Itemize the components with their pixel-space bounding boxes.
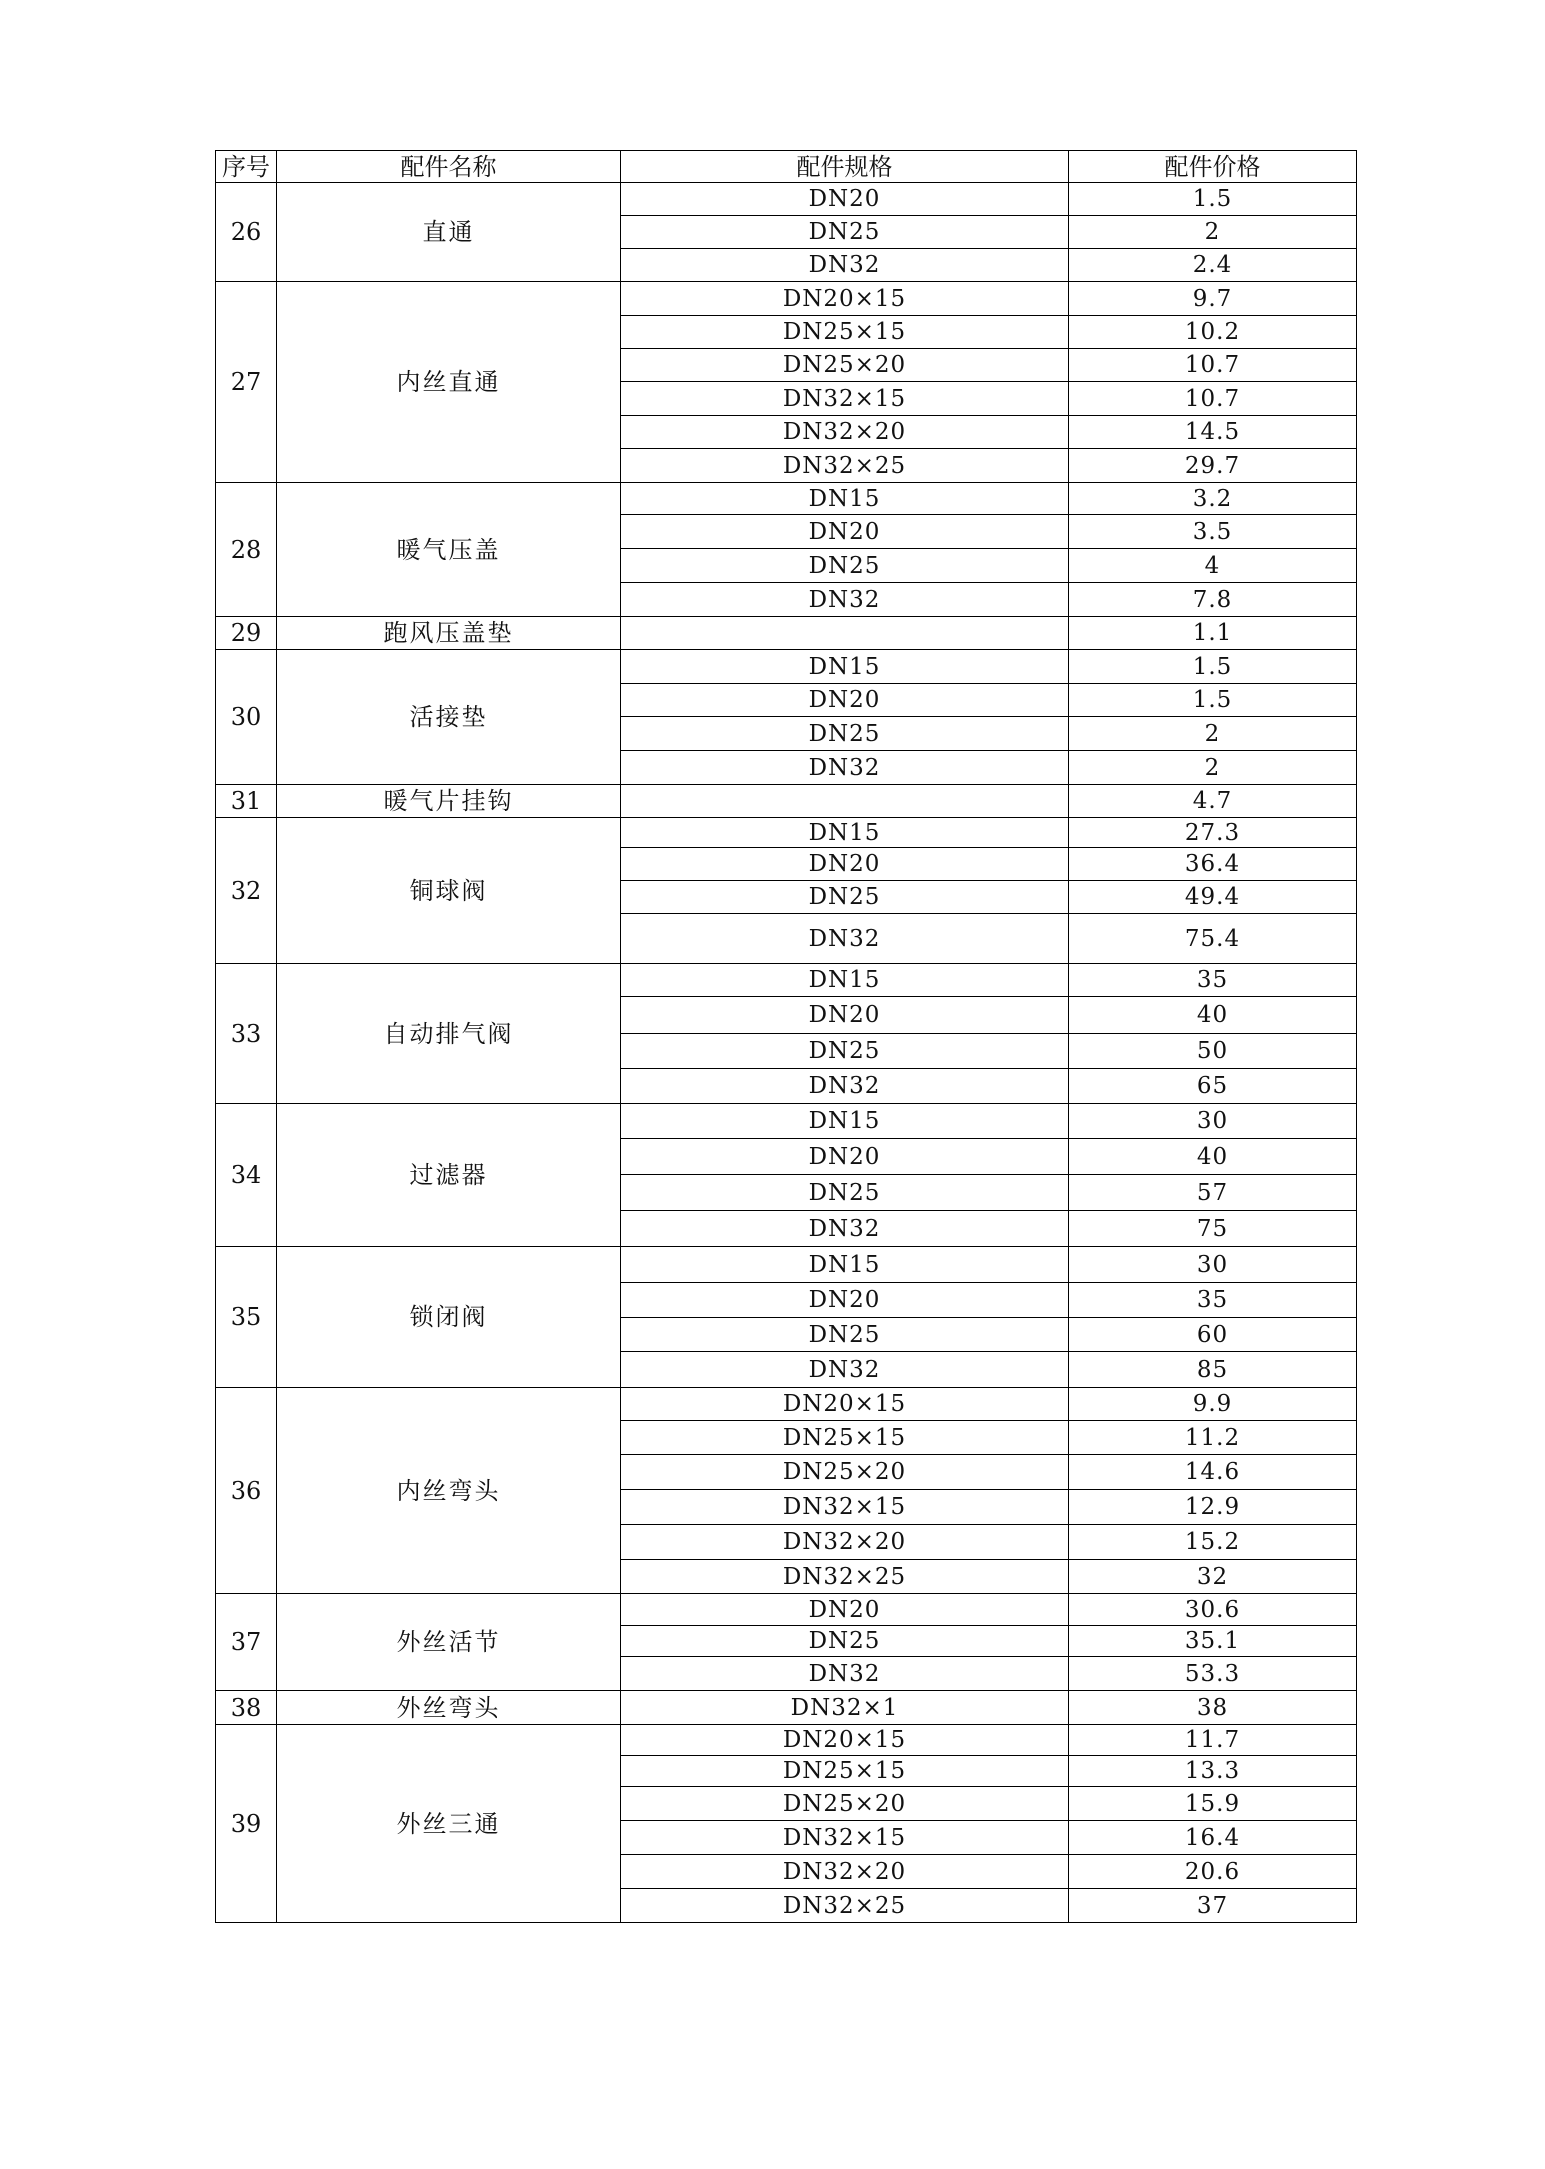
part-name-cell: 内丝弯头 [277, 1388, 621, 1594]
part-spec-cell: DN32 [621, 583, 1069, 617]
part-price-cell: 30 [1069, 1104, 1357, 1139]
seq-cell: 39 [216, 1725, 277, 1923]
part-spec-cell: DN20 [621, 997, 1069, 1034]
part-price-cell: 16.4 [1069, 1821, 1357, 1855]
seq-cell: 30 [216, 650, 277, 785]
table-row [216, 483, 1357, 515]
part-spec-cell: DN25×15 [621, 1756, 1069, 1787]
part-spec-cell: DN32×15 [621, 382, 1069, 416]
part-price-cell: 1.5 [1069, 684, 1357, 717]
part-price-cell: 75.4 [1069, 914, 1357, 964]
table-row [216, 1247, 1357, 1283]
part-spec-cell: DN32 [621, 1657, 1069, 1691]
part-price-cell: 29.7 [1069, 449, 1357, 483]
seq-cell: 31 [216, 785, 277, 818]
part-spec-cell: DN32×1 [621, 1691, 1069, 1725]
part-name-cell: 活接垫 [277, 650, 621, 785]
part-spec-cell: DN25×15 [621, 1421, 1069, 1455]
part-price-cell: 20.6 [1069, 1855, 1357, 1889]
part-spec-cell: DN20 [621, 183, 1069, 216]
part-price-cell: 4 [1069, 549, 1357, 583]
part-spec-cell: DN15 [621, 650, 1069, 684]
part-spec-cell: DN20×15 [621, 1388, 1069, 1421]
part-spec-cell: DN20 [621, 684, 1069, 717]
part-price-cell: 2 [1069, 216, 1357, 249]
part-price-cell: 35 [1069, 1283, 1357, 1318]
header-part-spec: 配件规格 [621, 151, 1069, 183]
part-spec-cell: DN25×20 [621, 1787, 1069, 1821]
part-spec-cell: DN25×20 [621, 1455, 1069, 1490]
part-name-cell: 外丝弯头 [277, 1691, 621, 1725]
part-spec-cell [621, 785, 1069, 818]
part-name-cell: 跑风压盖垫 [277, 617, 621, 650]
part-spec-cell: DN32 [621, 914, 1069, 964]
seq-cell: 37 [216, 1594, 277, 1691]
part-spec-cell: DN20 [621, 1283, 1069, 1318]
part-name-cell: 过滤器 [277, 1104, 621, 1247]
part-spec-cell: DN32×25 [621, 449, 1069, 483]
table-row [216, 1691, 1357, 1725]
part-spec-cell: DN15 [621, 1104, 1069, 1139]
part-spec-cell: DN20 [621, 515, 1069, 549]
part-spec-cell: DN25 [621, 1318, 1069, 1352]
part-price-cell: 85 [1069, 1352, 1357, 1388]
table-row [216, 1388, 1357, 1421]
table-body [216, 183, 1357, 1923]
header-part-name: 配件名称 [277, 151, 621, 183]
part-price-cell: 40 [1069, 1139, 1357, 1175]
part-spec-cell: DN25 [621, 881, 1069, 914]
table-row [216, 1104, 1357, 1139]
part-spec-cell: DN25 [621, 216, 1069, 249]
part-price-cell: 35 [1069, 964, 1357, 997]
table-row [216, 785, 1357, 818]
part-spec-cell: DN25 [621, 1034, 1069, 1069]
part-price-cell: 13.3 [1069, 1756, 1357, 1787]
part-price-cell: 40 [1069, 997, 1357, 1034]
part-price-cell: 32 [1069, 1560, 1357, 1594]
part-price-cell: 10.7 [1069, 382, 1357, 416]
part-price-cell: 9.7 [1069, 282, 1357, 316]
part-spec-cell: DN32 [621, 751, 1069, 785]
part-name-cell: 锁闭阀 [277, 1247, 621, 1388]
table-row [216, 617, 1357, 650]
part-spec-cell: DN25 [621, 717, 1069, 751]
part-spec-cell: DN32 [621, 1211, 1069, 1247]
part-price-cell: 60 [1069, 1318, 1357, 1352]
part-spec-cell: DN20×15 [621, 1725, 1069, 1756]
part-spec-cell: DN32 [621, 249, 1069, 282]
part-price-cell: 38 [1069, 1691, 1357, 1725]
part-spec-cell: DN32×25 [621, 1889, 1069, 1923]
part-spec-cell: DN32×15 [621, 1821, 1069, 1855]
part-price-cell: 1.5 [1069, 183, 1357, 216]
part-spec-cell: DN15 [621, 818, 1069, 848]
part-spec-cell: DN25×20 [621, 349, 1069, 382]
seq-cell: 26 [216, 183, 277, 282]
part-price-cell: 1.5 [1069, 650, 1357, 684]
part-price-cell: 35.1 [1069, 1626, 1357, 1657]
part-price-cell: 75 [1069, 1211, 1357, 1247]
part-price-cell: 53.3 [1069, 1657, 1357, 1691]
part-price-cell: 10.2 [1069, 316, 1357, 349]
part-price-cell: 4.7 [1069, 785, 1357, 818]
part-spec-cell: DN15 [621, 483, 1069, 515]
table-row [216, 964, 1357, 997]
part-price-cell: 2 [1069, 717, 1357, 751]
part-price-cell: 14.5 [1069, 416, 1357, 449]
table-header [216, 151, 1357, 183]
part-name-cell: 自动排气阀 [277, 964, 621, 1104]
part-spec-cell: DN20 [621, 1139, 1069, 1175]
part-name-cell: 内丝直通 [277, 282, 621, 483]
part-name-cell: 暖气片挂钩 [277, 785, 621, 818]
part-spec-cell: DN25×15 [621, 316, 1069, 349]
part-spec-cell: DN25 [621, 1626, 1069, 1657]
header-row [216, 151, 1357, 183]
part-spec-cell: DN20×15 [621, 282, 1069, 316]
part-price-cell: 12.9 [1069, 1490, 1357, 1525]
seq-cell: 34 [216, 1104, 277, 1247]
part-spec-cell: DN25 [621, 1175, 1069, 1211]
part-spec-cell: DN15 [621, 1247, 1069, 1283]
parts-price-table [215, 150, 1357, 1923]
part-price-cell: 30 [1069, 1247, 1357, 1283]
seq-cell: 36 [216, 1388, 277, 1594]
part-name-cell: 外丝三通 [277, 1725, 621, 1923]
table-row [216, 183, 1357, 216]
part-price-cell: 49.4 [1069, 881, 1357, 914]
part-spec-cell: DN25 [621, 549, 1069, 583]
header-seq: 序号 [216, 151, 277, 183]
part-price-cell: 57 [1069, 1175, 1357, 1211]
seq-cell: 35 [216, 1247, 277, 1388]
part-spec-cell: DN32×20 [621, 1525, 1069, 1560]
part-spec-cell: DN32×20 [621, 416, 1069, 449]
part-spec-cell: DN32 [621, 1069, 1069, 1104]
part-price-cell: 36.4 [1069, 848, 1357, 881]
part-price-cell: 14.6 [1069, 1455, 1357, 1490]
table-row [216, 650, 1357, 684]
table-row [216, 282, 1357, 316]
table-row [216, 1725, 1357, 1756]
part-spec-cell: DN32 [621, 1352, 1069, 1388]
part-name-cell: 直通 [277, 183, 621, 282]
part-spec-cell: DN32×20 [621, 1855, 1069, 1889]
part-price-cell: 50 [1069, 1034, 1357, 1069]
part-price-cell: 27.3 [1069, 818, 1357, 848]
part-price-cell: 37 [1069, 1889, 1357, 1923]
part-price-cell: 65 [1069, 1069, 1357, 1104]
part-price-cell: 1.1 [1069, 617, 1357, 650]
table-row [216, 818, 1357, 848]
part-name-cell: 暖气压盖 [277, 483, 621, 617]
part-spec-cell: DN20 [621, 848, 1069, 881]
part-price-cell: 3.5 [1069, 515, 1357, 549]
header-part-price: 配件价格 [1069, 151, 1357, 183]
part-price-cell: 3.2 [1069, 483, 1357, 515]
part-spec-cell: DN15 [621, 964, 1069, 997]
part-price-cell: 7.8 [1069, 583, 1357, 617]
seq-cell: 27 [216, 282, 277, 483]
seq-cell: 32 [216, 818, 277, 964]
seq-cell: 29 [216, 617, 277, 650]
part-spec-cell: DN32×25 [621, 1560, 1069, 1594]
part-price-cell: 11.7 [1069, 1725, 1357, 1756]
part-name-cell: 铜球阀 [277, 818, 621, 964]
part-name-cell: 外丝活节 [277, 1594, 621, 1691]
part-price-cell: 30.6 [1069, 1594, 1357, 1626]
seq-cell: 33 [216, 964, 277, 1104]
part-price-cell: 11.2 [1069, 1421, 1357, 1455]
part-price-cell: 9.9 [1069, 1388, 1357, 1421]
part-price-cell: 2.4 [1069, 249, 1357, 282]
table-row [216, 1594, 1357, 1626]
part-price-cell: 15.2 [1069, 1525, 1357, 1560]
part-spec-cell [621, 617, 1069, 650]
part-price-cell: 2 [1069, 751, 1357, 785]
seq-cell: 28 [216, 483, 277, 617]
part-price-cell: 15.9 [1069, 1787, 1357, 1821]
part-price-cell: 10.7 [1069, 349, 1357, 382]
part-spec-cell: DN20 [621, 1594, 1069, 1626]
seq-cell: 38 [216, 1691, 277, 1725]
part-spec-cell: DN32×15 [621, 1490, 1069, 1525]
